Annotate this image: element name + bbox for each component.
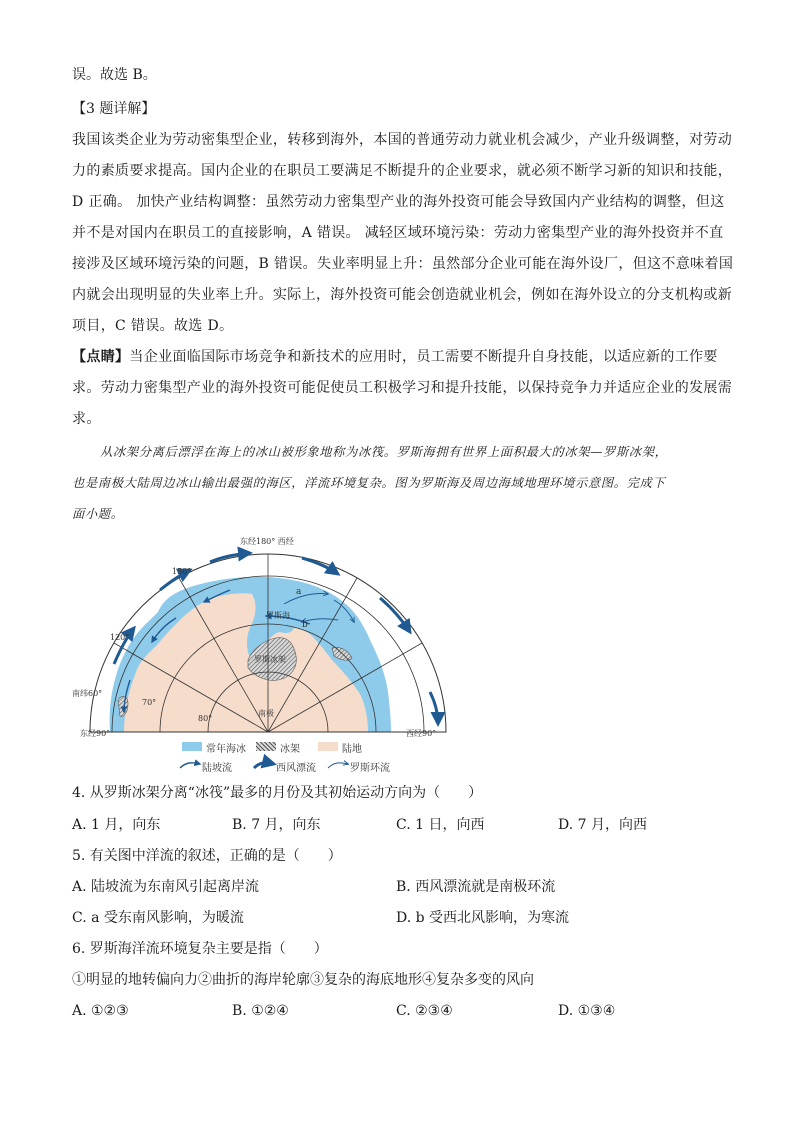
q6-option-a[interactable]: A. ①②③ xyxy=(72,1003,129,1019)
q6-stem: 6. 罗斯海洋流环境复杂主要是指（ ） xyxy=(72,941,328,957)
q5-option-d[interactable]: D. b 受西北风影响，为寒流 xyxy=(396,910,570,926)
label-top: 东经180° 西经 xyxy=(240,537,294,546)
legend-ice-shelf: 冰架 xyxy=(280,744,300,755)
label-ross-shelf: 罗斯冰架 xyxy=(254,655,286,664)
label-south-pole: 南极 xyxy=(258,709,274,718)
dianjing-tag: 【点睛】 xyxy=(72,349,130,365)
legend-sea-ice: 常年海冰 xyxy=(206,744,246,755)
label-a: a xyxy=(296,587,302,597)
q4-option-c[interactable]: C. 1 日，向西 xyxy=(396,817,485,833)
legend-swatch-sea-ice xyxy=(182,742,202,751)
q3-line: 力的素质要求提高。国内企业的在职员工要满足不断提升的企业要求，就必须不断学习新的知识和技能， xyxy=(72,163,733,179)
legend-slope-current: 陆坡流 xyxy=(202,763,232,774)
label-lat70: 70° xyxy=(142,698,157,707)
q3-line: 项目，C 错误。故选 D。 xyxy=(72,318,234,334)
q3-line: 我国该类企业为劳动密集型企业，转移到海外，本国的普通劳动力就业机会减少，产业升级调整，对劳动 xyxy=(72,132,733,148)
q4-option-d[interactable]: D. 7 月，向西 xyxy=(558,817,647,833)
q5-option-c[interactable]: C. a 受东南风影响，为暖流 xyxy=(72,910,244,926)
dianjing-text: 当企业面临国际市场竞争和新技术的应用时，员工需要不断提升自身技能，以适应新的工作要 xyxy=(129,349,718,365)
dianjing-line: 求。 xyxy=(72,411,101,427)
label-lon150: 150° xyxy=(172,567,192,576)
label-lat60: 南纬60° xyxy=(72,689,103,698)
prev-answer-tail: 误。故选 B。 xyxy=(72,67,157,83)
q6-option-b[interactable]: B. ①②④ xyxy=(232,1003,289,1019)
q3-heading: 【3 题详解】 xyxy=(72,101,156,117)
q3-line: D 正确。 加快产业结构调整：虽然劳动力密集型产业的海外投资可能会导致国内产业结构的调整，但这 xyxy=(72,194,725,210)
q6-option-d[interactable]: D. ①③④ xyxy=(558,1003,616,1019)
intro-line: 面小题。 xyxy=(72,507,124,521)
intro-line: 从冰架分离后漂浮在海上的冰山被形象地称为冰筏。罗斯海拥有世界上面积最大的冰架—罗斯冰架， xyxy=(100,445,668,459)
label-east90: 东经90° xyxy=(80,729,111,738)
label-lat80: 80° xyxy=(198,714,213,723)
label-west90: 西经90° xyxy=(406,729,437,738)
q4-stem: 4. 从罗斯冰架分离“冰筏”最多的月份及其初始运动方向为（ ） xyxy=(72,785,483,801)
q4-option-b[interactable]: B. 7 月，向东 xyxy=(232,817,321,833)
label-lon120: 120° xyxy=(110,633,130,642)
q5-stem: 5. 有关图中洋流的叙述，正确的是（ ） xyxy=(72,848,342,864)
legend-swatch-ice-shelf xyxy=(256,742,276,751)
q5-option-a[interactable]: A. 陆坡流为东南风引起离岸流 xyxy=(72,879,260,895)
dianjing-line-1 xyxy=(72,346,718,368)
q3-line: 接涉及区域环境污染的问题，B 错误。失业率明显上升：虽然部分企业可能在海外设厂，但这不意味着国 xyxy=(72,256,734,272)
q3-line: 并不是对国内在职员工的直接影响，A 错误。 减轻区域环境污染：劳动力密集型产业的海外投资并不直 xyxy=(72,225,724,241)
label-b: b xyxy=(302,620,308,630)
legend-west-wind-drift: 西风漂流 xyxy=(276,763,316,774)
intro-line: 也是南极大陆周边冰山输出最强的海区，洋流环境复杂。图为罗斯海及周边海域地理环境示意图。完成下 xyxy=(72,476,666,490)
q5-option-b[interactable]: B. 西风漂流就是南极环流 xyxy=(396,879,556,895)
label-ross-sea: 罗斯海 xyxy=(266,611,290,620)
legend-ross-gyre: 罗斯环流 xyxy=(350,763,390,774)
legend-swatch-land xyxy=(318,742,338,751)
q6-option-c[interactable]: C. ②③④ xyxy=(396,1003,453,1019)
dianjing-line: 求。劳动力密集型产业的海外投资可能促使员工积极学习和提升技能，以保持竞争力并适应企业的发展需 xyxy=(72,380,733,396)
legend-land: 陆地 xyxy=(342,744,362,755)
q4-option-a[interactable]: A. 1 月，向东 xyxy=(72,817,161,833)
q6-items: ①明显的地转偏向力②曲折的海岸轮廓③复杂的海底地形④复杂多变的风向 xyxy=(72,972,534,988)
q3-line: 内就会出现明显的失业率上升。实际上，海外投资可能会创造就业机会，例如在海外设立的分支机构或新 xyxy=(72,287,733,303)
ross-sea-map xyxy=(72,532,460,772)
